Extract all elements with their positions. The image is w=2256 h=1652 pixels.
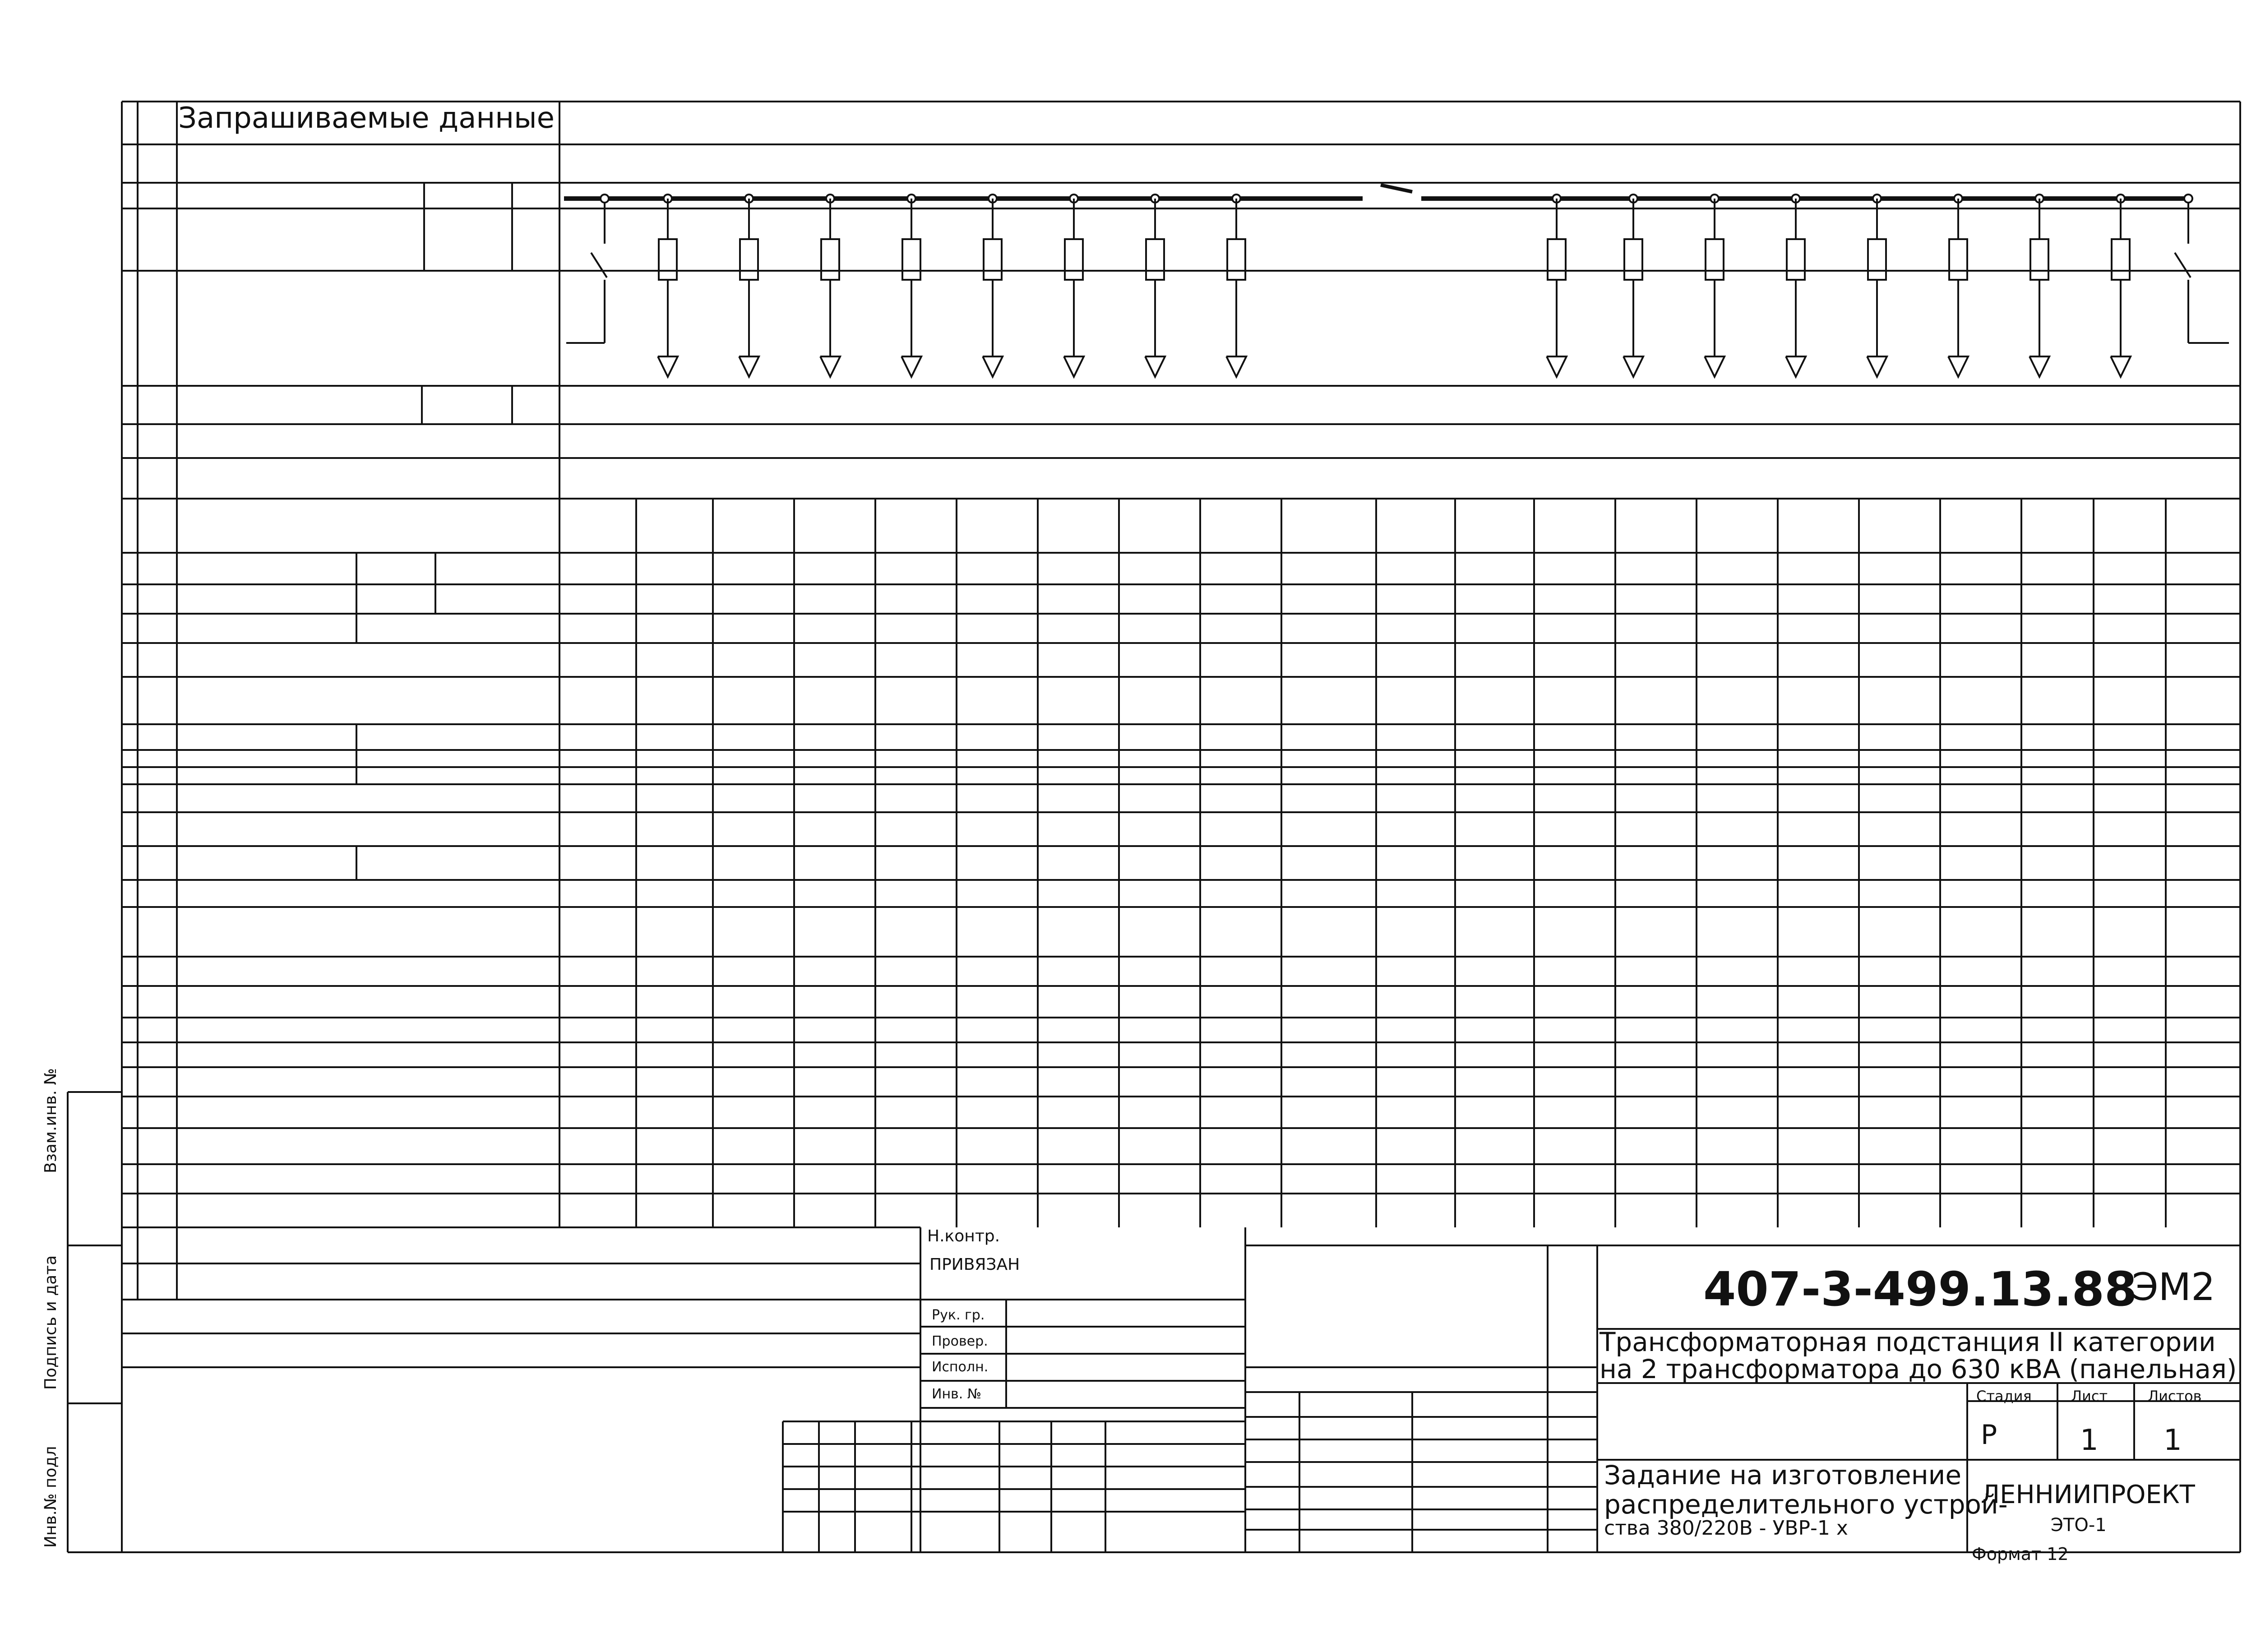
outgoing-arrow [983, 356, 1003, 377]
doc-title-1: Задание на изготовление [1604, 1460, 1962, 1490]
sheets-header: Листов [2148, 1388, 2202, 1405]
outgoing-arrow [658, 356, 678, 377]
fuse-symbol [1624, 239, 1642, 280]
outgoing-arrow [2029, 356, 2049, 377]
sheets-value: 1 [2164, 1424, 2182, 1457]
sheet-value: 1 [2080, 1424, 2099, 1457]
sheet-header: Лист [2071, 1388, 2108, 1405]
outgoing-arrow [2111, 356, 2131, 377]
doc-title-3: ства 380/220В - УВР-1 х [1604, 1517, 1848, 1540]
margin-ref-no: Взам.инв. № [42, 1068, 60, 1173]
busbar-node [2184, 194, 2192, 203]
fuse-symbol [2112, 239, 2130, 280]
outgoing-arrow [1145, 356, 1165, 377]
doc-title-2: распределительного устрой- [1604, 1489, 2008, 1520]
busbar-node [601, 194, 609, 203]
intro-switch-left-blade [591, 253, 607, 278]
fuse-symbol [659, 239, 677, 280]
stage-header: Стадия [1976, 1388, 2032, 1405]
margin-sign-date: Подпись и дата [42, 1255, 60, 1390]
busbar-section-switch [1381, 185, 1412, 192]
outgoing-arrow [1623, 356, 1643, 377]
fuse-symbol [1548, 239, 1566, 280]
fuse-symbol [1146, 239, 1164, 280]
fuse-symbol [821, 239, 839, 280]
outgoing-arrow [901, 356, 921, 377]
project-title-1: Трансформаторная подстанция II категории [1600, 1327, 2216, 1357]
fuse-symbol [740, 239, 758, 280]
sheet-mark: ЭМ2 [2132, 1265, 2215, 1309]
outgoing-arrow [1064, 356, 1084, 377]
organization: ЛЕННИИПРОЕКТ [1981, 1480, 2195, 1509]
project-title-2: на 2 трансформатора до 630 кВА (панельная) [1600, 1354, 2237, 1384]
inv-no-label: Инв. № [932, 1386, 982, 1402]
outgoing-arrow [739, 356, 759, 377]
fuse-symbol [1949, 239, 1967, 280]
primary-scheme-diagram [564, 185, 2229, 377]
fuse-symbol [1868, 239, 1886, 280]
outgoing-arrow [1786, 356, 1806, 377]
outgoing-arrow [1705, 356, 1724, 377]
doc-code: 407-3-499.13.88 [1703, 1262, 2137, 1317]
stage-value: Р [1981, 1419, 1997, 1451]
fuse-symbol [1706, 239, 1724, 280]
intro-switch-right-blade [2175, 253, 2191, 278]
outgoing-arrow [1867, 356, 1887, 377]
fuse-symbol [1227, 239, 1245, 280]
margin-inv-no: Инв.№ подл [42, 1446, 60, 1548]
privyazan-label: ПРИВЯЗАН [929, 1255, 1020, 1274]
fuse-symbol [2030, 239, 2048, 280]
fuse-symbol [1787, 239, 1805, 280]
format-label: Формат 12 [1972, 1544, 2069, 1564]
fuse-symbol [1065, 239, 1083, 280]
outgoing-arrow [1226, 356, 1246, 377]
outgoing-arrow [1948, 356, 1968, 377]
outgoing-arrow [820, 356, 840, 377]
org-code: ЭТО-1 [2051, 1515, 2107, 1536]
outgoing-arrow [1547, 356, 1567, 377]
n-kontr-label: Н.контр. [927, 1227, 1000, 1245]
ispoln-label: Исполн. [932, 1359, 989, 1375]
fuse-symbol [902, 239, 920, 280]
prover-label: Провер. [932, 1333, 988, 1349]
ruk-gr-label: Рук. гр. [932, 1307, 985, 1323]
fuse-symbol [984, 239, 1002, 280]
requested-data-header: Запрашиваемые данные [178, 102, 555, 135]
